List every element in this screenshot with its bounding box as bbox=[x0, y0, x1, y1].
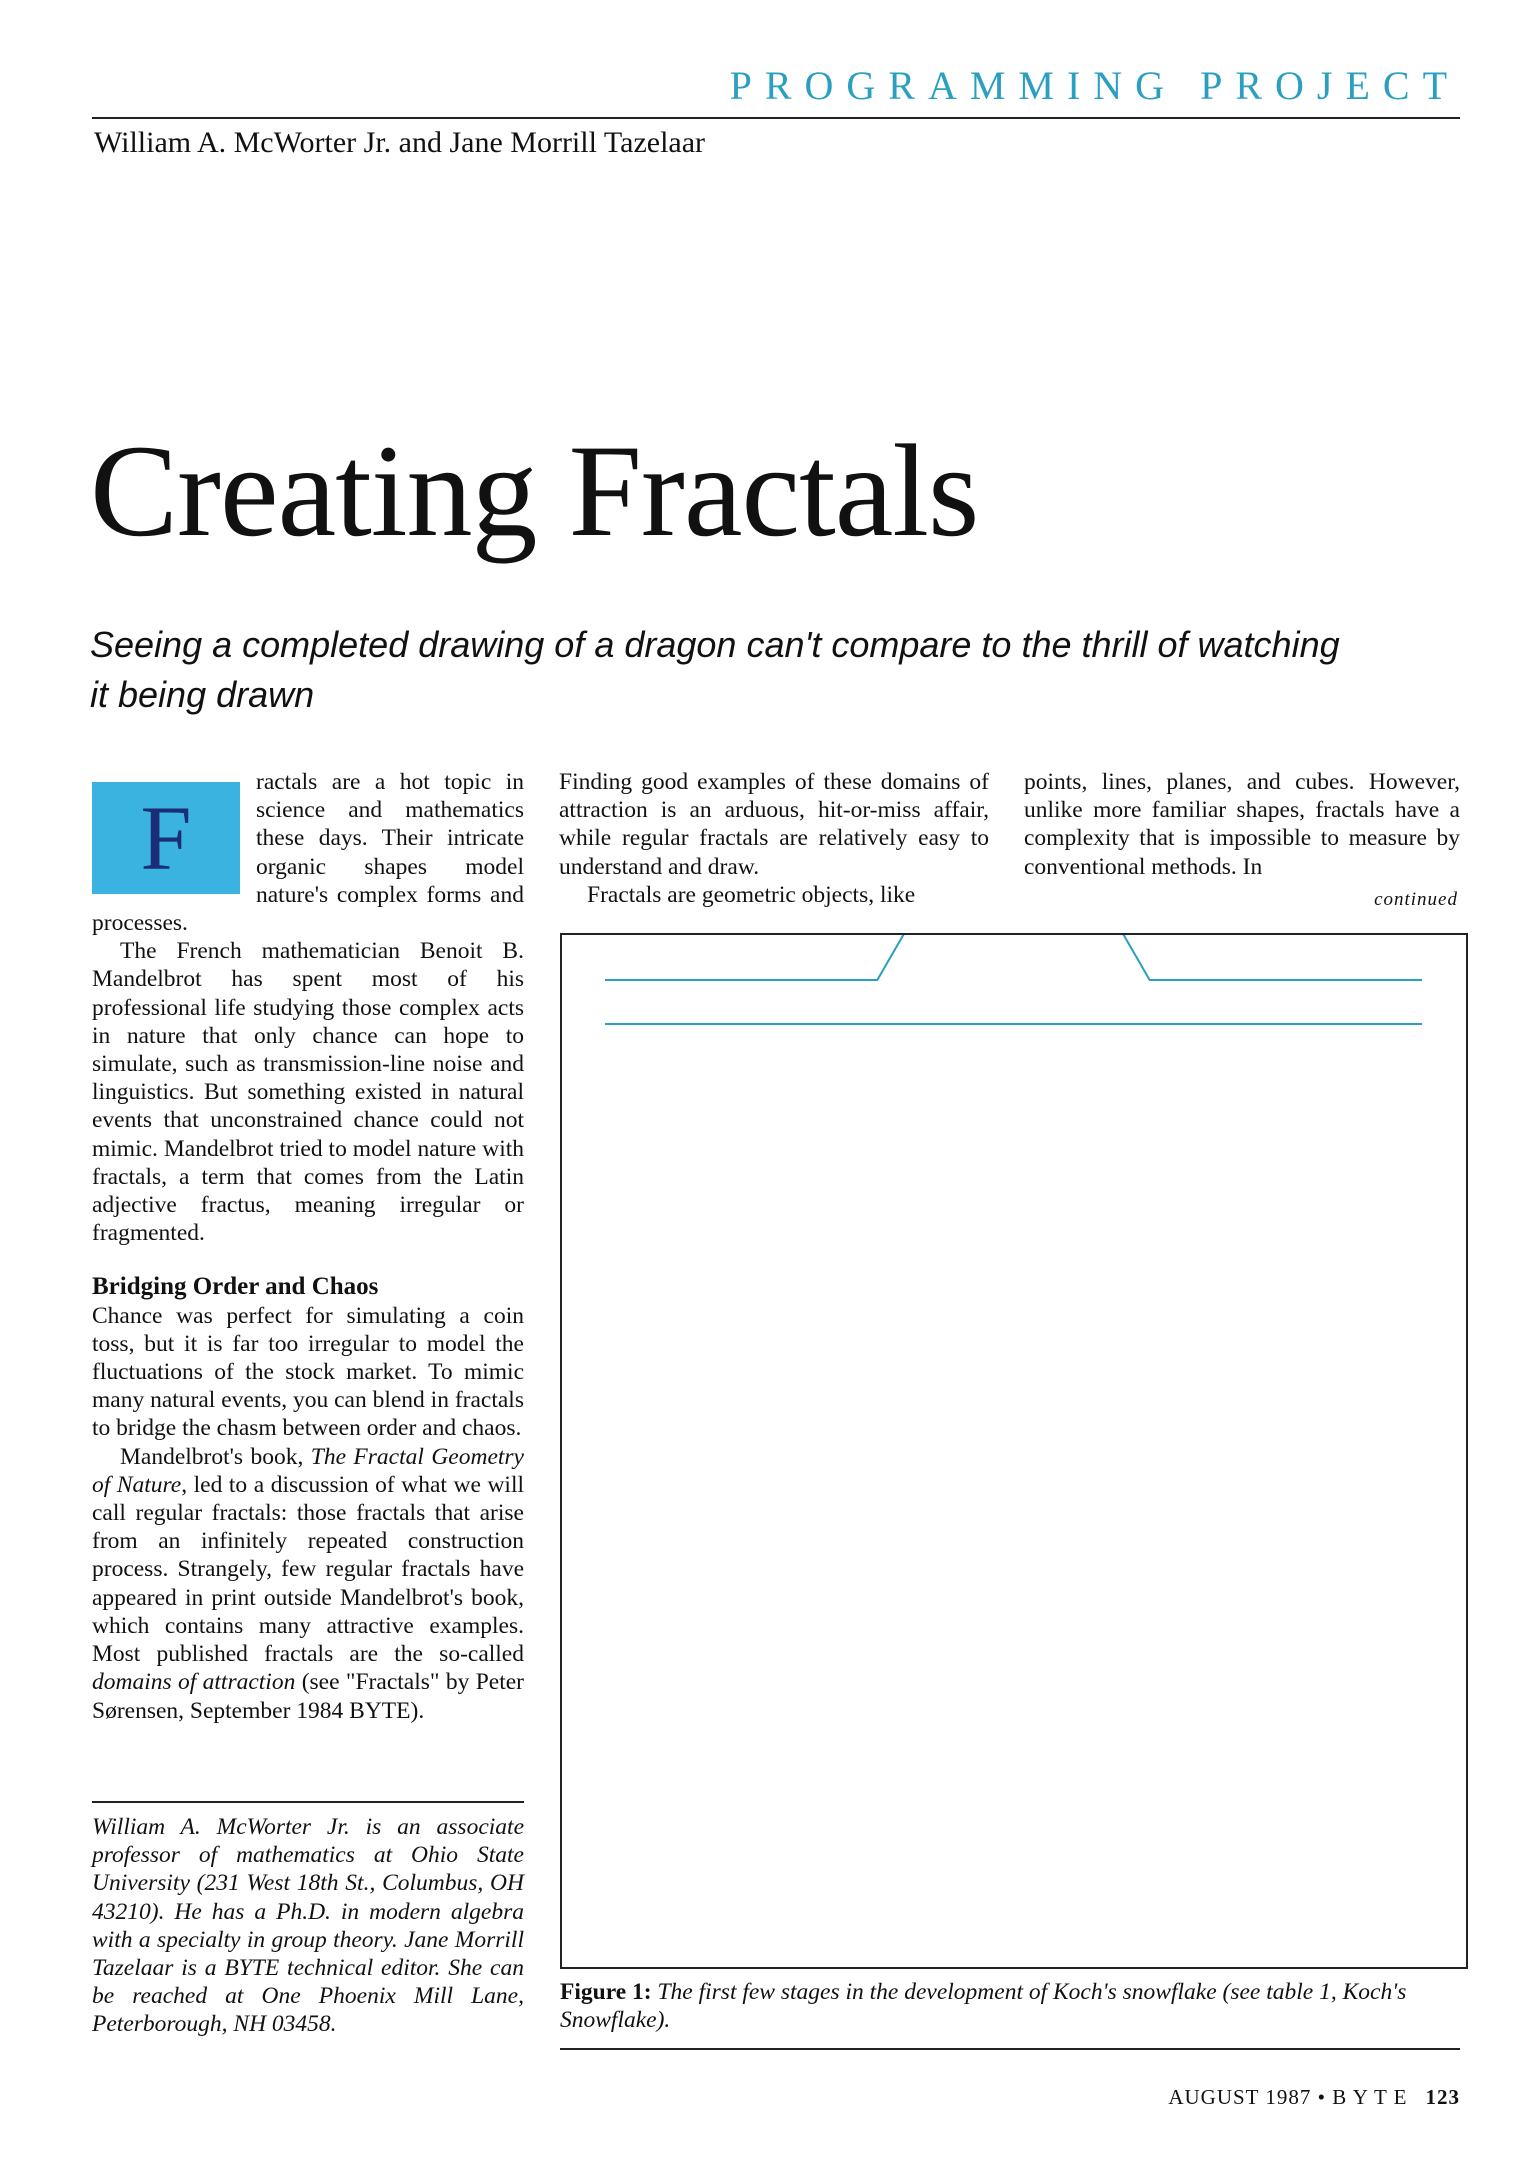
header-rule bbox=[92, 117, 1460, 119]
page-number: 123 bbox=[1425, 2085, 1460, 2109]
paragraph-1 bbox=[92, 768, 524, 937]
caption-rule bbox=[560, 2048, 1460, 2050]
book-title: The Fractal Geometry of Nature bbox=[92, 1443, 524, 1498]
figure-caption-text: The first few stages in the development of Koch's snowflake (see table 1, Koch's Snowflake). bbox=[560, 1979, 1407, 2034]
author-byline: William A. McWorter Jr. and Jane Morrill Tazelaar bbox=[94, 126, 706, 159]
text-column-3 bbox=[1024, 768, 1460, 881]
koch-stage-1 bbox=[605, 935, 1422, 980]
figure-caption bbox=[560, 1978, 1460, 2034]
article-title: Creating Fractals bbox=[90, 417, 979, 564]
col3-paragraph-1: points, lines, planes, and cubes. However, unlike more familiar shapes, fractals have a complexity that is impossible to measure by conventional methods. In bbox=[1024, 769, 1460, 880]
text-column-2 bbox=[559, 768, 989, 909]
paragraph-4-text-b: , led to a discussion of what we will call regular fractals: those fractals that arise from an infinitely repeated construction process. Strangely, few regular fractals have appeared in print outside Mandelbrot's book, which contains many attractive examples. Most published fractals are the so-called bbox=[92, 1471, 525, 1668]
paragraph-2: The French mathematician Benoit B. Mandelbrot has spent most of his professional life studying those complex acts in nature that only chance can hope to simulate, such as transmission-line noise and linguistics. But something existed in natural events that unconstrained chance could not mimic. Mandelbrot tried to model nature with fractals, a term that comes from the Latin adjective fractus, meaning irregular or fragmented. bbox=[92, 938, 524, 1247]
figure-1-frame bbox=[560, 933, 1468, 1969]
paragraph-4-text-c: (see "Fractals" by Peter Sørensen, September 1984 BYTE). bbox=[92, 1669, 524, 1724]
col2-paragraph-1: Finding good examples of these domains of attraction is an arduous, hit-or-miss affair, while regular fractals are relatively easy to understand and draw. bbox=[559, 769, 989, 880]
drop-cap: F bbox=[92, 782, 240, 894]
paragraph-4 bbox=[92, 1443, 524, 1725]
footer-issue: AUGUST 1987 • B Y T E bbox=[1168, 2085, 1408, 2109]
paragraph-3: Chance was perfect for simulating a coin toss, but it is far too irregular to model the fluctuations of the stock market. To mimic many natural events, you can blend in fractals to bridge the chasm between order and chaos. bbox=[92, 1302, 524, 1442]
koch-snowflake-figure bbox=[562, 935, 1466, 1967]
paragraph-4-text-a: Mandelbrot's book, bbox=[120, 1443, 311, 1470]
continued-label: continued bbox=[1374, 889, 1458, 910]
figure-label: Figure 1: bbox=[560, 1979, 652, 2005]
section-subhead: Bridging Order and Chaos bbox=[92, 1273, 379, 1301]
text-column-1 bbox=[92, 768, 524, 1725]
paragraph-1-text: ractals are a hot topic in science and mathematics these days. Their intricate organic shapes model nature's complex forms and processes. bbox=[92, 769, 524, 937]
article-subtitle: Seeing a completed drawing of a dragon can't compare to the thrill of watching it being drawn bbox=[90, 624, 1340, 715]
col2-paragraph-2: Fractals are geometric objects, like bbox=[587, 881, 916, 908]
term-domains-of-attraction: domains of attraction bbox=[92, 1669, 296, 1696]
author-bio: William A. McWorter Jr. is an associate professor of mathematics at Ohio State University (231 West 18th St., Columbus, OH 43210). He has a Ph.D. in modern algebra with a specialty in group theory. Jane Morrill Tazelaar is a BYTE technical editor. She can be reached at One Phoenix Mill Lane, Peterborough, NH 03458. bbox=[92, 1801, 524, 2039]
page-footer bbox=[1168, 2085, 1460, 2110]
section-label: PROGRAMMING PROJECT bbox=[729, 63, 1460, 108]
